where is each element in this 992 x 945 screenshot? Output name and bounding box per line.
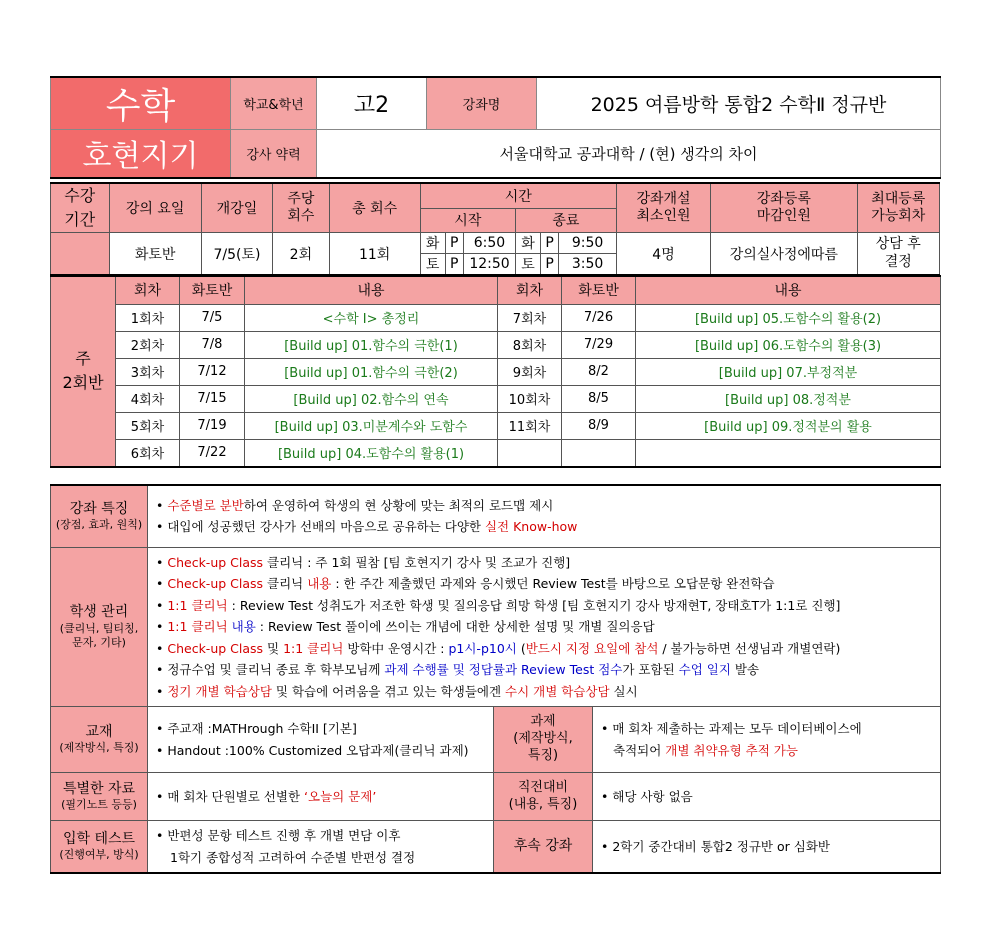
session-content: [Build up] 08.정적분 bbox=[636, 385, 941, 412]
time-start: 6:50 bbox=[463, 233, 515, 254]
features-content bbox=[148, 485, 941, 547]
session-date: 8/9 bbox=[562, 412, 636, 439]
sessions-table bbox=[50, 275, 941, 468]
session-number: 10회차 bbox=[498, 385, 562, 412]
textbook-line: • 주교재 :MATHrough 수학II [기본] bbox=[156, 721, 357, 736]
col-close: 강좌등록 마감인원 bbox=[711, 183, 857, 233]
session-number: 9회차 bbox=[498, 358, 562, 385]
col-time: 시간 bbox=[420, 183, 616, 208]
homework-line: 축적되어 개별 취약유형 추적 가능 bbox=[613, 742, 798, 758]
course-header bbox=[50, 76, 941, 179]
col-max: 최대등록 가능회차 bbox=[857, 183, 940, 233]
session-content: [Build up] 01.함수의 극한(2) bbox=[245, 358, 498, 385]
session-content: <수학 Ⅰ> 총정리 bbox=[245, 304, 498, 331]
career-value: 서울대학교 공과대학 / (현) 생각의 차이 bbox=[317, 130, 941, 178]
col-date: 화토반 bbox=[180, 276, 245, 304]
session-number: 8회차 bbox=[498, 331, 562, 358]
instructor-name: 호현지기 bbox=[51, 130, 231, 178]
session-date: 7/26 bbox=[562, 304, 636, 331]
grade-label: 학교&학년 bbox=[231, 77, 317, 130]
time-end-day: 화 bbox=[516, 233, 541, 254]
time-end-ampm: P bbox=[540, 233, 558, 254]
session-content: [Build up] 07.부정적분 bbox=[636, 358, 941, 385]
time-end-day: 토 bbox=[516, 254, 541, 276]
homework-line: • 매 회차 제출하는 과제는 모두 데이터베이스에 bbox=[601, 721, 862, 736]
management-line: • 1:1 클리닉 : Review Test 성취도가 저조한 학생 및 질의응답 희망 학생 [팀 호현지기 강사 방재현T, 장태호T가 1:1로 진행] bbox=[156, 597, 841, 613]
schedule-table bbox=[50, 182, 940, 276]
time-start: 12:50 bbox=[463, 254, 515, 276]
col-content: 내용 bbox=[636, 276, 941, 304]
session-content: [Build up] 06.도함수의 활용(3) bbox=[636, 331, 941, 358]
session-date bbox=[562, 439, 636, 467]
entrance-line: 1학기 종합성적 고려하여 수준별 반편성 결정 bbox=[170, 849, 416, 865]
course-info-table bbox=[50, 484, 941, 874]
entrance-label: 입학 테스트 (진행여부, 방식) bbox=[51, 821, 148, 874]
time-start-ampm: P bbox=[445, 233, 463, 254]
period-label: 수강 기간 bbox=[51, 183, 110, 233]
time-end: 9:50 bbox=[559, 233, 616, 254]
session-content: [Build up] 04.도함수의 활용(1) bbox=[245, 439, 498, 467]
management-line: • Check-up Class 클리닉 내용 : 한 주간 제출했던 과제와 응시했던 Review Test를 바탕으로 오답문항 완전학습 bbox=[156, 576, 775, 591]
time-start-day: 토 bbox=[420, 254, 445, 276]
session-content bbox=[636, 439, 941, 467]
session-date: 7/5 bbox=[180, 304, 245, 331]
followup-line: • 2학기 중간대비 통합2 정규반 or 심화반 bbox=[601, 838, 830, 854]
session-content: [Build up] 03.미분계수와 도함수 bbox=[245, 412, 498, 439]
time-end: 3:50 bbox=[559, 254, 616, 276]
col-session: 회차 bbox=[498, 276, 562, 304]
special-content bbox=[148, 773, 494, 821]
grade-value: 고2 bbox=[317, 77, 427, 130]
course-name: 2025 여름방학 통합2 수학Ⅱ 정규반 bbox=[537, 77, 941, 130]
close-value: 강의실사정에따름 bbox=[711, 233, 857, 276]
session-number: 3회차 bbox=[116, 358, 180, 385]
subject-title: 수학 bbox=[51, 77, 231, 130]
career-label: 강사 약력 bbox=[231, 130, 317, 178]
session-content: [Build up] 01.함수의 극한(1) bbox=[245, 331, 498, 358]
homework-content bbox=[593, 707, 941, 773]
start-value: 7/5(토) bbox=[201, 233, 273, 276]
session-number: 2회차 bbox=[116, 331, 180, 358]
period-label-spacer bbox=[51, 233, 110, 276]
sessions-side-label: 주 2회반 bbox=[51, 276, 116, 467]
col-date: 화토반 bbox=[562, 276, 636, 304]
min-people-value: 4명 bbox=[616, 233, 710, 276]
textbook-content bbox=[148, 707, 494, 773]
management-line: • Check-up Class 및 1:1 클리닉 방학中 운영시간 : p1시-p10시 (반드시 지정 요일에 참석 / 불가능하면 선생님과 개별연락) bbox=[156, 640, 841, 656]
session-date: 7/8 bbox=[180, 331, 245, 358]
session-date: 8/2 bbox=[562, 358, 636, 385]
entrance-line: • 반편성 문항 테스트 진행 후 개별 면담 이후 bbox=[156, 828, 401, 843]
session-date: 7/29 bbox=[562, 331, 636, 358]
col-time-start: 시작 bbox=[420, 208, 515, 232]
total-value: 11회 bbox=[329, 233, 420, 276]
session-date: 7/12 bbox=[180, 358, 245, 385]
homework-label: 과제 (제작방식, 특징) bbox=[494, 707, 593, 773]
time-start-day: 화 bbox=[420, 233, 445, 254]
features-line: • 수준별로 분반하여 운영하여 학생의 현 상황에 맞는 최적의 로드맵 제시 bbox=[156, 497, 554, 513]
special-line: • 매 회차 단원별로 선별한 ‘오늘의 문제’ bbox=[156, 788, 377, 804]
session-date: 7/19 bbox=[180, 412, 245, 439]
management-line: • 1:1 클리닉 내용 : Review Test 풀이에 쓰이는 개념에 대한 상세한 설명 및 개별 질의응답 bbox=[156, 619, 655, 634]
time-start-ampm: P bbox=[445, 254, 463, 276]
time-end-ampm: P bbox=[540, 254, 558, 276]
exam-prep-content bbox=[593, 773, 941, 821]
session-number: 5회차 bbox=[116, 412, 180, 439]
col-start: 개강일 bbox=[201, 183, 273, 233]
management-line: • 정기 개별 학습상담 및 학습에 어려움을 겪고 있는 학생들에겐 수시 개별 학습상담 실시 bbox=[156, 683, 638, 699]
management-content bbox=[148, 547, 941, 707]
session-number: 1회차 bbox=[116, 304, 180, 331]
session-number: 6회차 bbox=[116, 439, 180, 467]
session-date: 7/22 bbox=[180, 439, 245, 467]
session-number: 11회차 bbox=[498, 412, 562, 439]
session-content: [Build up] 05.도함수의 활용(2) bbox=[636, 304, 941, 331]
followup-label: 후속 강좌 bbox=[494, 821, 593, 874]
col-session: 회차 bbox=[116, 276, 180, 304]
followup-content bbox=[593, 821, 941, 874]
features-label: 강좌 특징 (장점, 효과, 원칙) bbox=[51, 485, 148, 547]
session-number: 7회차 bbox=[498, 304, 562, 331]
session-content: [Build up] 02.함수의 연속 bbox=[245, 385, 498, 412]
col-day: 강의 요일 bbox=[109, 183, 201, 233]
entrance-content bbox=[148, 821, 494, 874]
features-line: • 대입에 성공했던 강사가 선배의 마음으로 공유하는 다양한 실전 Know-how bbox=[156, 519, 578, 535]
textbook-line: • Handout :100% Customized 오답과제(클리닉 과제) bbox=[156, 742, 469, 758]
exam-prep-line: • 해당 사항 없음 bbox=[601, 788, 693, 804]
session-number bbox=[498, 439, 562, 467]
session-content: [Build up] 09.정적분의 활용 bbox=[636, 412, 941, 439]
session-date: 7/15 bbox=[180, 385, 245, 412]
session-date: 8/5 bbox=[562, 385, 636, 412]
course-label: 강좌명 bbox=[427, 77, 537, 130]
col-time-end: 종료 bbox=[516, 208, 617, 232]
special-label: 특별한 자료 (필기노트 등등) bbox=[51, 773, 148, 821]
max-value: 상담 후 결정 bbox=[857, 233, 940, 276]
col-min-people: 강좌개설 최소인원 bbox=[616, 183, 710, 233]
col-total: 총 회수 bbox=[329, 183, 420, 233]
management-label: 학생 관리 (클리닉, 팀티칭, 문자, 기타) bbox=[51, 547, 148, 707]
textbook-label: 교재 (제작방식, 특징) bbox=[51, 707, 148, 773]
col-content: 내용 bbox=[245, 276, 498, 304]
day-value: 화토반 bbox=[109, 233, 201, 276]
exam-prep-label: 직전대비 (내용, 특징) bbox=[494, 773, 593, 821]
weekly-value: 2회 bbox=[273, 233, 329, 276]
management-line: • Check-up Class 클리닉 : 주 1회 필참 [팀 호현지기 강사 및 조교가 진행] bbox=[156, 554, 571, 570]
session-number: 4회차 bbox=[116, 385, 180, 412]
col-weekly: 주당 회수 bbox=[273, 183, 329, 233]
management-line: • 정규수업 및 클리닉 종료 후 학부모님께 과제 수행률 및 정답률과 Review Test 점수가 포함된 수업 일지 발송 bbox=[156, 662, 760, 677]
